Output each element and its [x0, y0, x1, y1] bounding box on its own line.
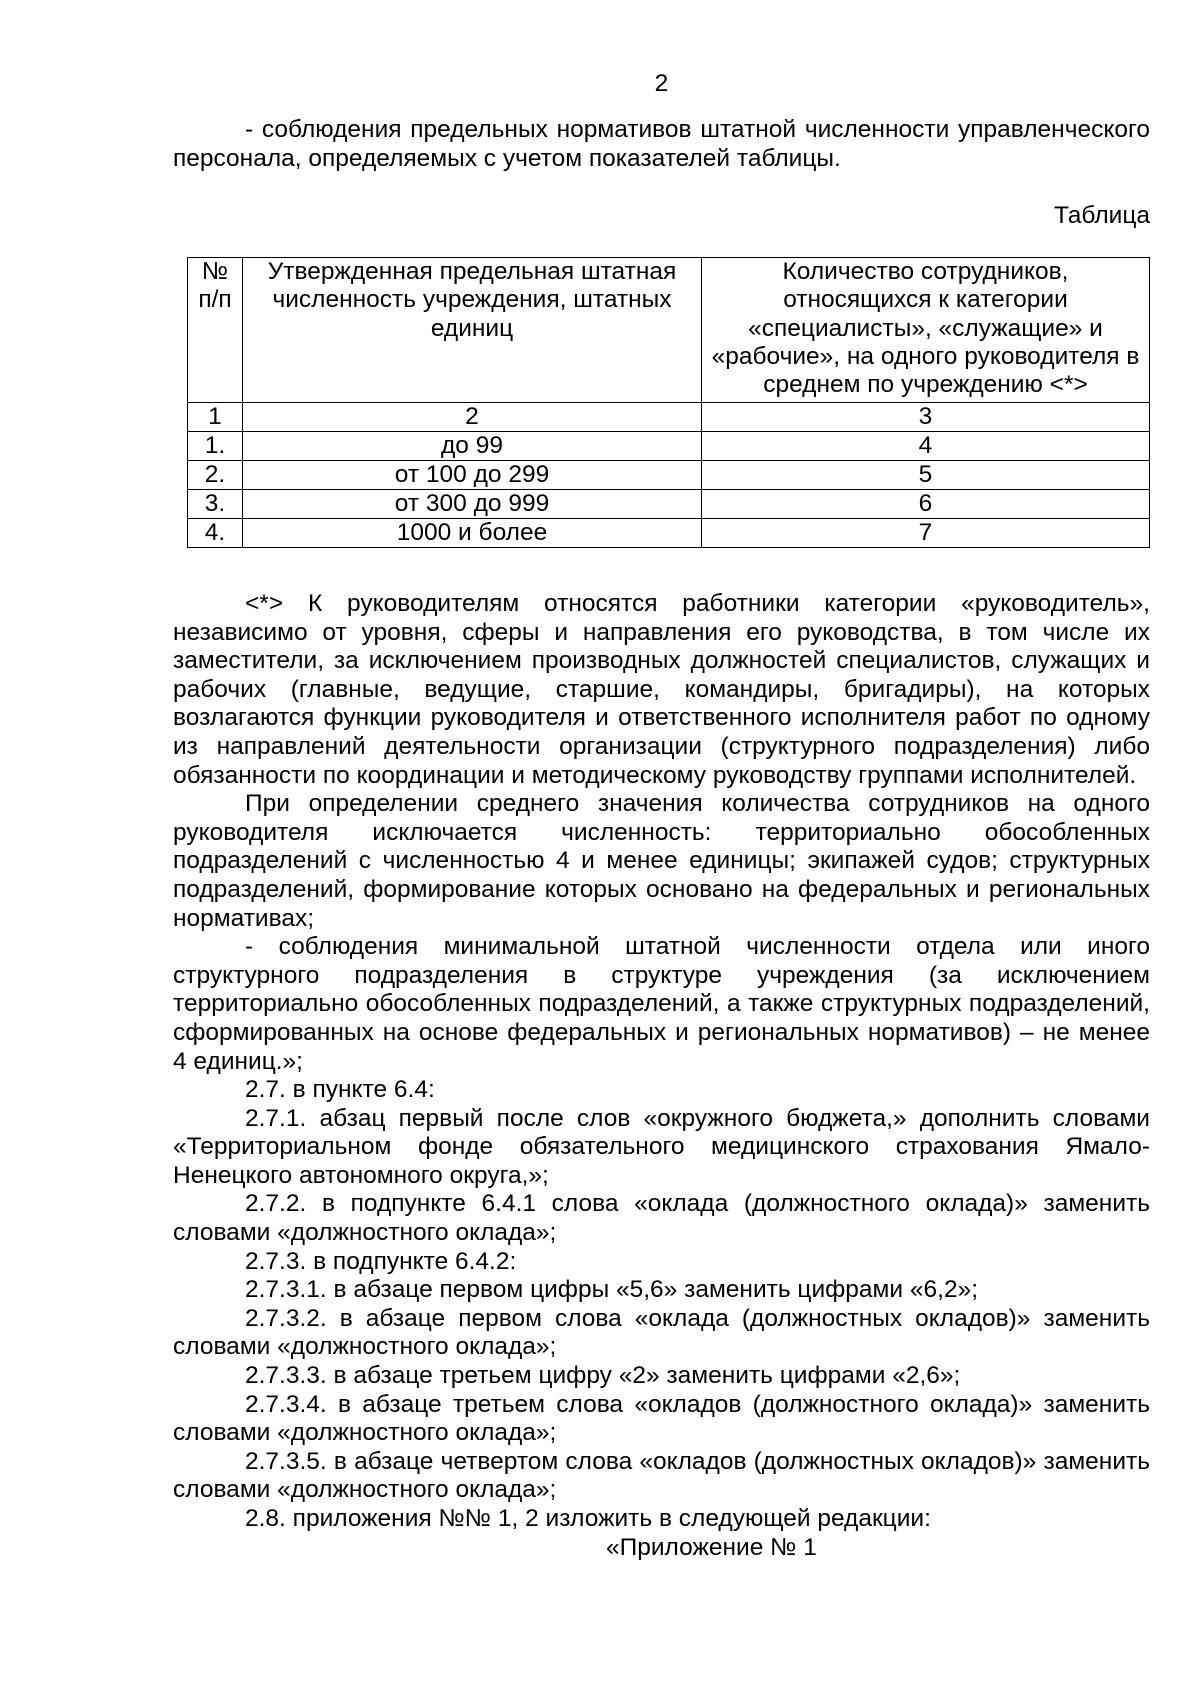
- body-paragraph: 2.7. в пункте 6.4:: [245, 1076, 435, 1104]
- body-paragraph: 2.7.3.3. в абзаце третьем цифру «2» заменить цифрами «2,6»;: [245, 1362, 961, 1390]
- body-paragraph: 2.7.3.2. в абзаце первом слова «оклада (должностных окладов)» заменить словами «должностного оклада»;: [173, 1304, 1150, 1361]
- body-paragraph: 2.7.3.1. в абзаце первом цифры «5,6» заменить цифрами «6,2»;: [245, 1276, 979, 1304]
- table-cell: 7: [702, 519, 1150, 548]
- table-row: [188, 432, 1150, 461]
- body-paragraph: 2.7.3. в подпункте 6.4.2:: [245, 1247, 517, 1275]
- body-paragraph: 2.7.1. абзац первый после слов «окружного бюджета,» дополнить словами «Территориальном фонде обязательного медицинского страхования Ямало-Ненецкого автономного округа,»;: [173, 1104, 1150, 1189]
- table-cell: 2.: [188, 461, 243, 490]
- table-cell: 1000 и более: [243, 519, 702, 548]
- table-caption: Таблица: [1053, 202, 1150, 229]
- table-cell: до 99: [243, 432, 702, 461]
- footnote-paragraph: <*> К руководителям относятся работники категории «руководитель», независимо от уровня, сферы и направления его руководства, в том числе их заместители, за исключением производных должностей специалистов, служащих и рабочих (главные, ведущие, старшие, командиры, бригадиры), на которых возлагаются функции руководителя и ответственного исполнителя работ по одному из направлений деятельности организации (структурного подразделения) либо обязанности по координации и методическому руководству группами исполнителей.: [173, 590, 1150, 789]
- body-paragraph: 2.7.3.5. в абзаце четвертом слова «окладов (должностных окладов)» заменить словами «должностного оклада»;: [173, 1447, 1150, 1504]
- table-cell: 1: [188, 403, 243, 432]
- table-cell: 4: [702, 432, 1150, 461]
- appendix-heading: «Приложение № 1: [606, 1533, 817, 1561]
- table-row: [188, 490, 1150, 519]
- body-paragraph: 2.8. приложения №№ 1, 2 изложить в следующей редакции:: [245, 1505, 931, 1532]
- body-paragraph: 2.7.2. в подпункте 6.4.1 слова «оклада (должностного оклада)» заменить словами «должностного оклада»;: [173, 1190, 1150, 1247]
- table-row: [188, 461, 1150, 490]
- table-header-cell: Количество сотрудников, относящихся к категории «специалисты», «служащие» и «рабочие», на одного руководителя в среднем по учреждению <*>: [702, 258, 1150, 403]
- body-paragraph: 2.7.3.4. в абзаце третьем слова «окладов (должностного оклада)» заменить словами «должностного оклада»;: [173, 1390, 1150, 1447]
- table-cell: 1.: [188, 432, 243, 461]
- body-paragraph: При определении среднего значения количества сотрудников на одного руководителя исключается численность: территориально обособленных подразделений с численностью 4 и менее единицы; экипажей судов; структурных подразделений, формирование которых основано на федеральных и региональных нормативах;: [173, 790, 1150, 932]
- table-header-cell: № п/п: [188, 258, 243, 403]
- table-cell: от 100 до 299: [243, 461, 702, 490]
- table-caption-block: [173, 202, 1150, 231]
- table-cell: 4.: [188, 519, 243, 548]
- intro-block: [173, 116, 1150, 173]
- table-cell: 3.: [188, 490, 243, 519]
- norms-table: [187, 257, 1150, 548]
- table-row: [188, 519, 1150, 548]
- table-cell: 2: [243, 403, 702, 432]
- table-header-row: [188, 258, 1150, 403]
- intro-paragraph: - соблюдения предельных нормативов штатной численности управленческого персонала, определяемых с учетом показателей таблицы.: [173, 116, 1150, 172]
- body-text: [173, 590, 1150, 1562]
- table-row: [188, 403, 1150, 432]
- table-cell: 5: [702, 461, 1150, 490]
- table-cell: 3: [702, 403, 1150, 432]
- table-cell: от 300 до 999: [243, 490, 702, 519]
- body-paragraph: - соблюдения минимальной штатной численности отдела или иного структурного подразделения в структуре учреждения (за исключением территориально обособленных подразделений, а также структурных подразделений, сформированных на основе федеральных и региональных нормативов) – не менее 4 единиц.»;: [173, 933, 1150, 1075]
- page-number: 2: [654, 70, 669, 97]
- table-cell: 6: [702, 490, 1150, 519]
- table-header-cell: Утвержденная предельная штатная численность учреждения, штатных единиц: [243, 258, 702, 403]
